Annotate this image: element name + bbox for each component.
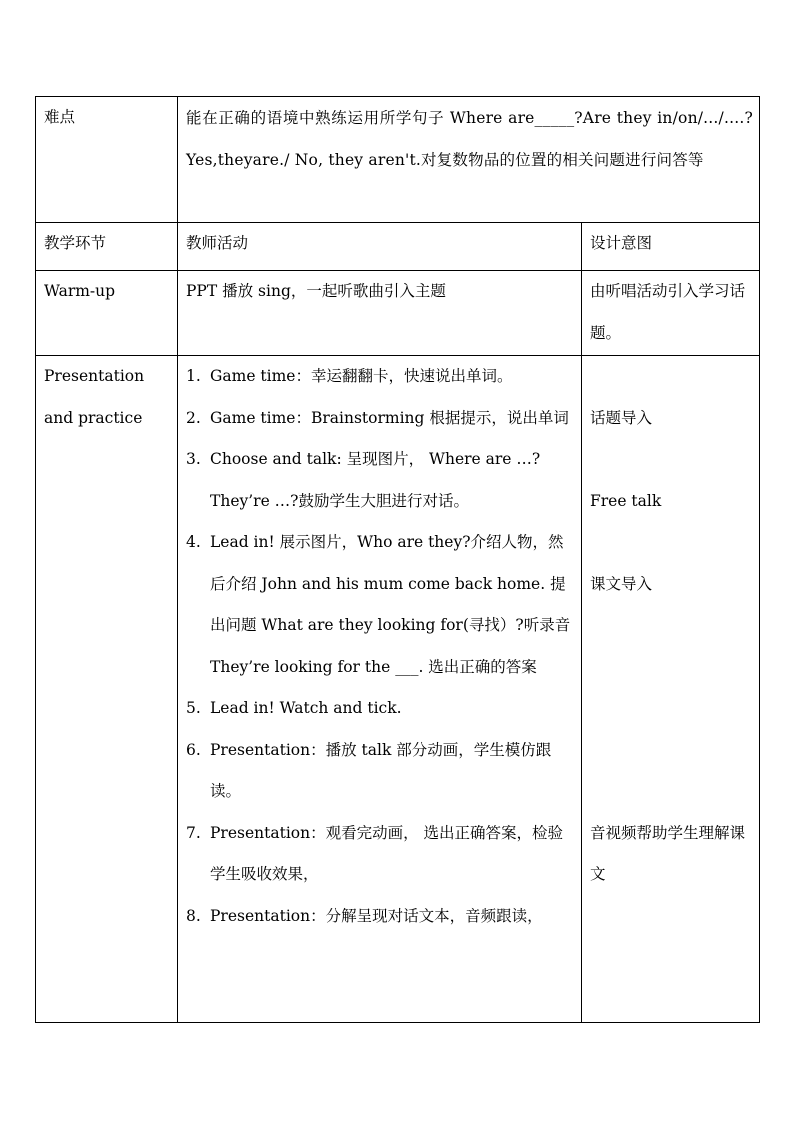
- step-item: 1. Game time：幸运翻翻卡，快速说出单词。: [186, 367, 513, 385]
- steps-list: [186, 356, 575, 937]
- header-activity: 教师活动: [178, 223, 582, 271]
- presentation-row: [36, 356, 760, 1023]
- presentation-intents: [582, 356, 760, 1023]
- presentation-activities: [178, 356, 582, 1023]
- step-item: 7. Presentation：观看完动画， 选出正确答案，检验学生吸收效果，: [186, 823, 564, 883]
- warmup-activity: PPT 播放 sing，一起听歌曲引入主题: [178, 271, 582, 356]
- header-intent: 设计意图: [582, 223, 760, 271]
- step-item: 2. Game time：Brainstorming 根据提示，说出单词: [186, 408, 569, 427]
- header-row: [36, 223, 760, 271]
- intent-topic-intro: 话题导入: [590, 408, 653, 427]
- step-item: 8. Presentation：分解呈现对话文本，音频跟读，: [186, 906, 543, 925]
- intent-free-talk: Free talk: [590, 491, 662, 510]
- step-item: 3. Choose and talk: 呈现图片， Where are …? They’re …?鼓励学生大胆进行对话。: [186, 450, 541, 510]
- difficulty-row: [36, 97, 760, 223]
- lesson-plan-table: [35, 96, 760, 1023]
- intent-text-intro: 课文导入: [590, 574, 653, 593]
- intent-media-help: 音视频帮助学生理解课文: [590, 823, 746, 883]
- step-item: 5. Lead in! Watch and tick.: [186, 699, 402, 717]
- step-item: 4. Lead in! 展示图片，Who are they?介绍人物，然后介绍 John and his mum come back home. 提出问题 What are they looking for(寻找）?听录音 They’re looking for the ___. 选出正确的答案: [186, 533, 571, 676]
- warmup-row: [36, 271, 760, 356]
- header-stage: 教学环节: [36, 223, 178, 271]
- warmup-stage: Warm-up: [36, 271, 178, 356]
- warmup-intent: 由听唱活动引入学习话题。: [582, 271, 760, 356]
- step-item: 6. Presentation：播放 talk 部分动画，学生模仿跟读。: [186, 740, 552, 800]
- presentation-stage: Presentation and practice: [36, 356, 178, 1023]
- difficulty-label: 难点: [36, 97, 178, 223]
- difficulty-text: 能在正确的语境中熟练运用所学句子 Where are_____?Are they in/on/.../....?Yes,theyare./ No, they aren't.对复数物品的位置的相关问题进行问答等: [178, 97, 760, 223]
